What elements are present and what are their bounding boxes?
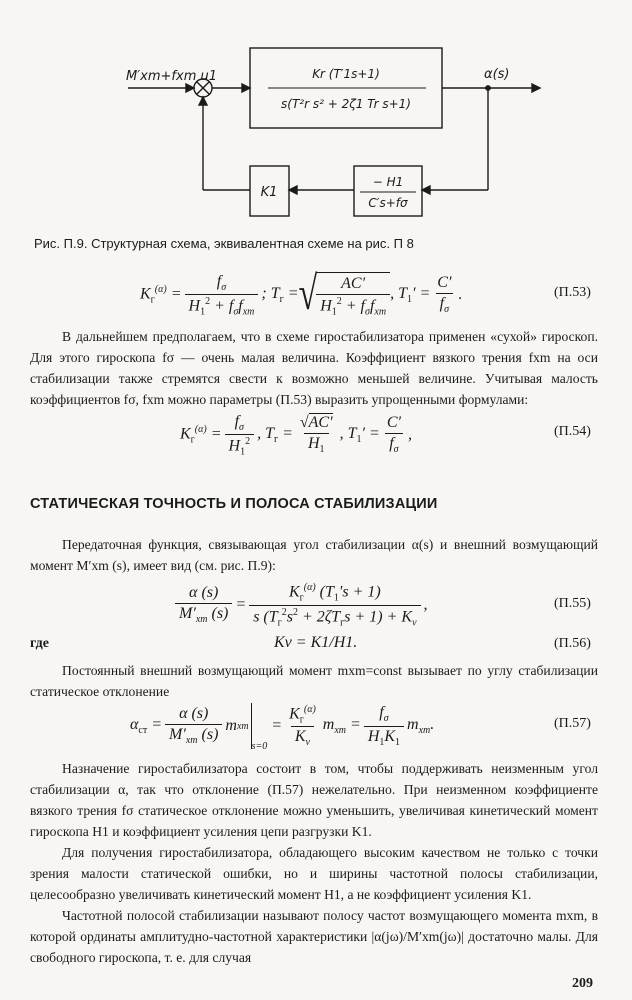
h-denominator: C′s+fσ	[368, 196, 408, 210]
output-arrow	[532, 84, 540, 92]
equation-56: Kv = K1/H1.	[274, 634, 358, 651]
where-word: где	[30, 636, 49, 651]
forward-numerator: Kr (T′1s+1)	[312, 67, 380, 81]
output-label: α(s)	[484, 67, 510, 82]
equation-54-number: (П.54)	[554, 424, 591, 439]
equation-56-number: (П.56)	[554, 636, 591, 651]
forward-denominator: s(T²r s² + 2ζ1 Tr s+1)	[281, 97, 411, 111]
page-number: 209	[572, 976, 593, 991]
paragraph-2: Передаточная функция, связывающая угол стабилизации α(s) и внешний возмущающий момент M′xm (s), имеет вид (см. рис. П.9):	[30, 537, 598, 573]
equation-54: $K_г^{(\alpha)}$ = $\frac{f_\sigma}{H_1^2}$ , $T_г$ = $\frac{√AC'}{H_1}$ , $T_1'$ = $\frac{C'}{f_\sigma}$ ,	[180, 412, 412, 458]
equation-55-number: (П.55)	[554, 596, 591, 611]
figure-caption: Рис. П.9. Структурная схема, эквивалентная схеме на рис. П 8	[34, 236, 414, 251]
paragraph-5: Для получения гиростабилизатора, обладающего высоким качеством не только с точки зрения малости статической ошибки, но и ширины частотной полосы стабилизации, целесообразно увеличивать кинетический момент H1, а не коэффициент усиления K1.	[30, 845, 598, 902]
equation-57: $\alpha_{ст}$ = $\frac{\alpha (s)}{M'_{xm} (s)}$ m xm s=0 = $\frac{K_г^{(\alpha)}}{K_v}$ $m_{xm}$ = $\frac{f_\sigma}{H_1K_1}$ $m_{xm}$.	[130, 703, 435, 752]
input-arrow	[186, 84, 194, 92]
section-heading: СТАТИЧЕСКАЯ ТОЧНОСТЬ И ПОЛОСА СТАБИЛИЗАЦИИ	[30, 496, 438, 512]
paragraph-6: Частотной полосой стабилизации называют полосу частот возмущающего момента mxm, в которой ординаты амплитудно-частотной характеристики |α(jω)/M′xm(jω)| достаточно малы. Для свободного гироскопа, т. е. для случая	[30, 908, 598, 965]
equation-53: $K_г^{(\alpha)}$ = $\frac{f_\sigma}{H_1^2 + f_\sigma f_{xm}}$ ; $T_г$ = √ $\frac{AC'}{H_1^2 + f_\sigma f_{xm}}$ , $T_1'$ = $\frac{C'}{f_\sigma}$ .	[140, 268, 463, 321]
equation-53-number: (П.53)	[554, 285, 591, 300]
equation-57-number: (П.57)	[554, 716, 591, 731]
feedback-arrow	[199, 97, 207, 105]
paragraph-1: В дальнейшем предполагаем, что в схеме гиростабилизатора применен «сухой» гироскоп. Для этого гироскопа fσ — очень малая величина. Коэффициент вязкого трения fxm на оси стабилизации также стремятся свести к возможно меньшей величине. Учитывая малость коэффициентов fσ, fxm можно параметры (П.53) выразить упрощенными формулами:	[30, 329, 598, 407]
block-diagram	[0, 0, 632, 240]
equation-55: $\frac{\alpha (s)}{M'_{xm} (s)}$ = $\frac{K_г^{(\alpha)} (T_1's + 1)}{s (T_г^2s^2 + 2\zeta T_гs + 1) + K_v}$ ,	[172, 578, 428, 632]
input-label: M′xm+fxm u1	[126, 69, 217, 84]
k1-label: K1	[260, 185, 278, 200]
h-numerator: − H1	[372, 175, 404, 189]
paragraph-3: Постоянный внешний возмущающий момент mxm=const вызывает по углу стабилизации статическое отклонение	[30, 663, 598, 699]
paragraph-4: Назначение гиростабилизатора состоит в том, чтобы поддерживать неизменным угол стабилизации α, так что отклонение (П.57) нежелательно. При неизменном коэффициенте вязкого трения fσ статическое отклонение можно уменьшить, увеличивая кинетический момент гироскопа H1 и коэффициент усиления цепи разгрузки K1.	[30, 761, 598, 839]
